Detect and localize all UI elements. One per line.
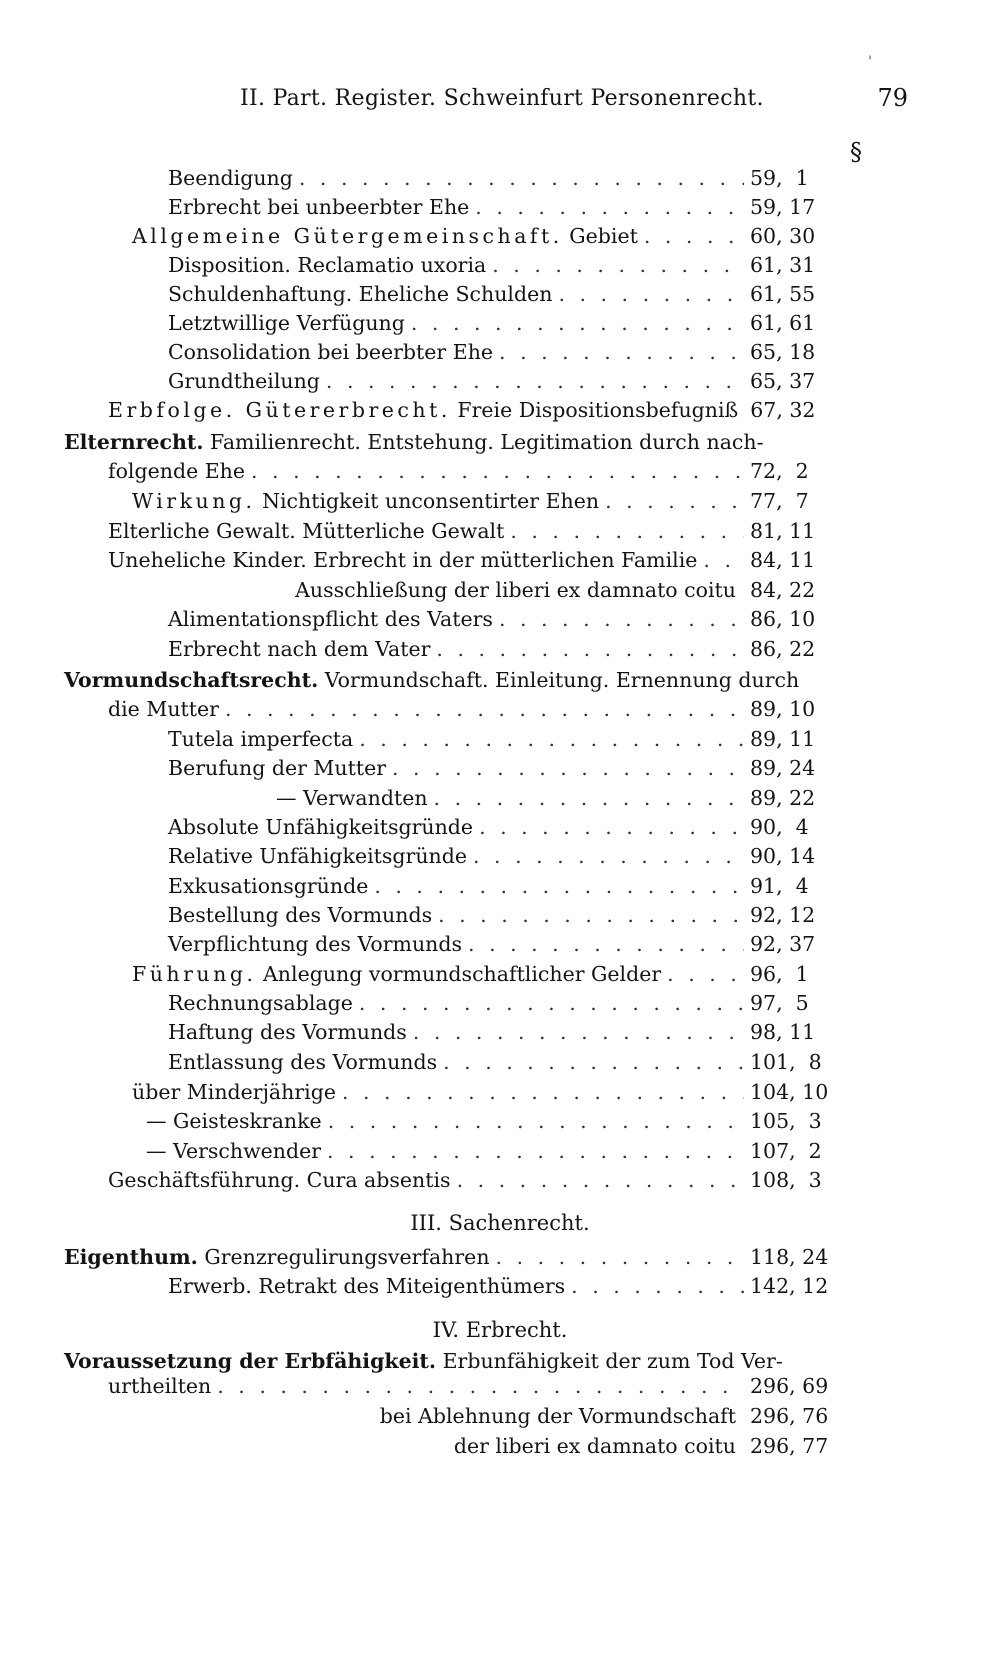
index-entry: Erbfolge. Gütererbrecht. Freie Dispositionsbefugniß 67, 32 (108, 398, 816, 422)
index-entry: urtheilten . . . 296, 69 (108, 1374, 860, 1404)
section-heading-sachenrecht: III. Sachenrecht. (410, 1211, 590, 1235)
index-entry: Rechnungsablage . . . 97, 5 (168, 991, 860, 1021)
index-entry: Haftung des Vormunds . . . 98, 11 (168, 1020, 860, 1050)
index-entry: folgende Ehe . . . 72, 2 (108, 459, 860, 489)
index-entry: Tutela imperfecta . . . 89, 11 (168, 727, 860, 757)
index-entry: Letztwillige Verfügung . . . 61, 61 (168, 311, 860, 341)
index-entry: bei Ablehnung der Vormundschaft 296, 76 (379, 1404, 829, 1428)
running-title: II. Part. Register. Schweinfurt Personenrecht. (240, 86, 764, 111)
index-entry: über Minderjährige . . . 104, 10 (132, 1080, 860, 1110)
index-entry: — Verwandten . . . 89, 22 (276, 786, 860, 816)
index-entry: Erbrecht nach dem Vater . . . 86, 22 (168, 637, 860, 667)
page-number: 79 (877, 84, 908, 112)
index-entry: Geschäftsführung. Cura absentis . . . 108, 3 (108, 1168, 860, 1198)
index-entry: Voraussetzung der Erbfähigkeit. Erbunfähigkeit der zum Tod Ver- (64, 1349, 783, 1373)
index-entry: Vormundschaftsrecht. Vormundschaft. Einleitung. Ernennung durch (64, 668, 800, 692)
index-entry: Disposition. Reclamatio uxoria . . . 61, 31 (168, 253, 860, 283)
index-entry: Allgemeine Gütergemeinschaft. Gebiet . . . 60, 30 (132, 224, 860, 254)
index-entry: Relative Unfähigkeitsgründe . . . 90, 14 (168, 844, 860, 874)
index-entry: Eigenthum. Grenzregulirungsverfahren . . . 118, 24 (64, 1245, 860, 1275)
index-entry: Uneheliche Kinder. Erbrecht in der mütterlichen Familie . . . 84, 11 (108, 548, 860, 578)
index-entry: Grundtheilung . . . 65, 37 (168, 369, 860, 399)
index-entry: Schuldenhaftung. Eheliche Schulden . . . 61, 55 (168, 282, 860, 312)
index-entry: Berufung der Mutter . . . 89, 24 (168, 756, 860, 786)
index-entry: Führung. Anlegung vormundschaftlicher Gelder . . . 96, 1 (132, 962, 860, 992)
index-entry: — Geisteskranke . . . 105, 3 (146, 1109, 860, 1139)
index-entry: Exkusationsgründe . . . 91, 4 (168, 874, 860, 904)
index-entry: Erwerb. Retrakt des Miteigenthümers . . . 142, 12 (168, 1274, 860, 1304)
index-entry: — Verschwender . . . 107, 2 (146, 1139, 860, 1169)
index-entry: die Mutter . . . 89, 10 (108, 697, 860, 727)
index-entry: Entlassung des Vormunds . . . 101, 8 (168, 1050, 860, 1080)
index-entry: Bestellung des Vormunds . . . 92, 12 (168, 903, 860, 933)
index-entry: Beendigung . . . 59, 1 (168, 166, 860, 196)
index-entry: Wirkung. Nichtigkeit unconsentirter Ehen . . . 77, 7 (132, 489, 860, 519)
index-entry: Absolute Unfähigkeitsgründe . . . 90, 4 (168, 815, 860, 845)
index-entry: Verpflichtung des Vormunds . . . 92, 37 (168, 932, 860, 962)
index-entry: Elterliche Gewalt. Mütterliche Gewalt . . . 81, 11 (108, 519, 860, 549)
corner-mark: ' (868, 54, 872, 70)
section-symbol: § (850, 138, 862, 166)
index-entry: Erbrecht bei unbeerbter Ehe . . . 59, 17 (168, 195, 860, 225)
section-heading-erbrecht: IV. Erbrecht. (432, 1318, 568, 1342)
index-entry: der liberi ex damnato coitu 296, 77 (453, 1434, 829, 1458)
index-entry: Alimentationspflicht des Vaters . . . 86, 10 (168, 607, 860, 637)
index-entry: Ausschließung der liberi ex damnato coitu 84, 22 (295, 578, 816, 602)
index-entry: Consolidation bei beerbter Ehe . . . 65, 18 (168, 340, 860, 370)
index-entry: Elternrecht. Familienrecht. Entstehung. Legitimation durch nach- (64, 430, 764, 454)
